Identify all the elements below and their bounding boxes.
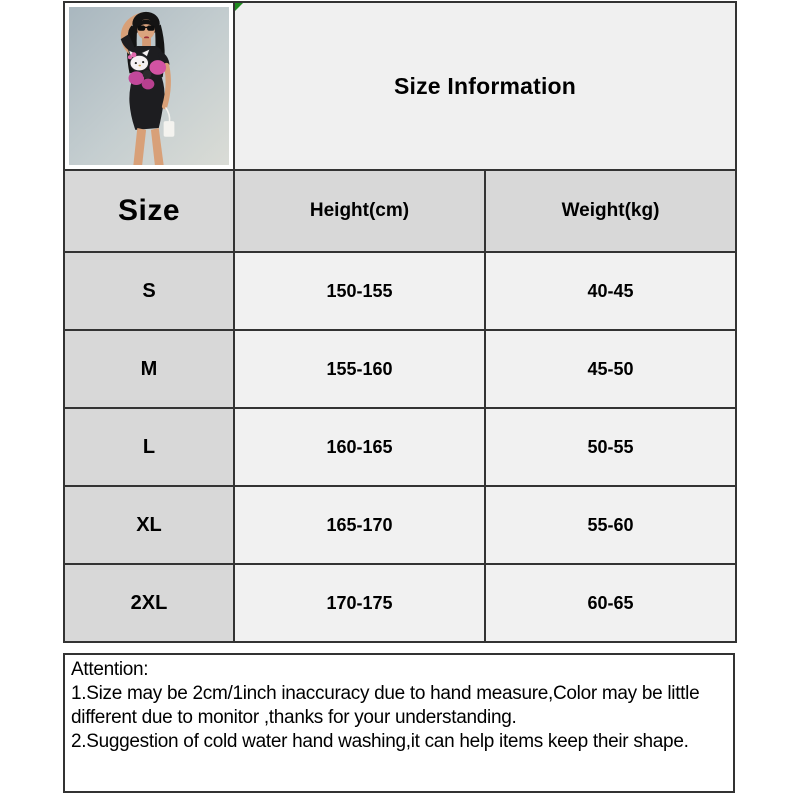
size-label: L xyxy=(64,408,234,486)
height-value: 165-170 xyxy=(234,486,485,564)
size-label: S xyxy=(64,252,234,330)
weight-value: 40-45 xyxy=(485,252,736,330)
attention-line: different due to monitor ,thanks for your understanding. xyxy=(71,707,517,728)
height-value: 155-160 xyxy=(234,330,485,408)
weight-value: 45-50 xyxy=(485,330,736,408)
table-row-2xl xyxy=(64,564,736,642)
product-photo xyxy=(69,7,229,165)
table-header-row xyxy=(64,170,736,252)
size-label: M xyxy=(64,330,234,408)
weight-value: 50-55 xyxy=(485,408,736,486)
cell-comment-marker-icon xyxy=(235,3,243,11)
size-label: 2XL xyxy=(64,564,234,642)
size-table xyxy=(63,1,737,643)
attention-note-box xyxy=(63,653,735,793)
size-information-title-cell xyxy=(234,2,736,170)
size-label: XL xyxy=(64,486,234,564)
attention-heading: Attention: xyxy=(71,659,149,680)
product-photo-cell xyxy=(64,2,234,170)
height-value: 170-175 xyxy=(234,564,485,642)
attention-line: 2.Suggestion of cold water hand washing,it can help items keep their shape. xyxy=(71,731,689,752)
weight-value: 60-65 xyxy=(485,564,736,642)
table-row-l xyxy=(64,408,736,486)
column-header-height: Height(cm) xyxy=(234,170,485,252)
attention-line: 1.Size may be 2cm/1inch inaccuracy due to hand measure,Color may be little xyxy=(71,683,700,704)
column-header-weight: Weight(kg) xyxy=(485,170,736,252)
table-row-xl xyxy=(64,486,736,564)
weight-value: 55-60 xyxy=(485,486,736,564)
top-row xyxy=(64,2,736,170)
height-value: 160-165 xyxy=(234,408,485,486)
table-row-m xyxy=(64,330,736,408)
height-value: 150-155 xyxy=(234,252,485,330)
table-row-s xyxy=(64,252,736,330)
column-header-size: Size xyxy=(64,170,234,252)
page-title: Size Information xyxy=(393,72,577,99)
